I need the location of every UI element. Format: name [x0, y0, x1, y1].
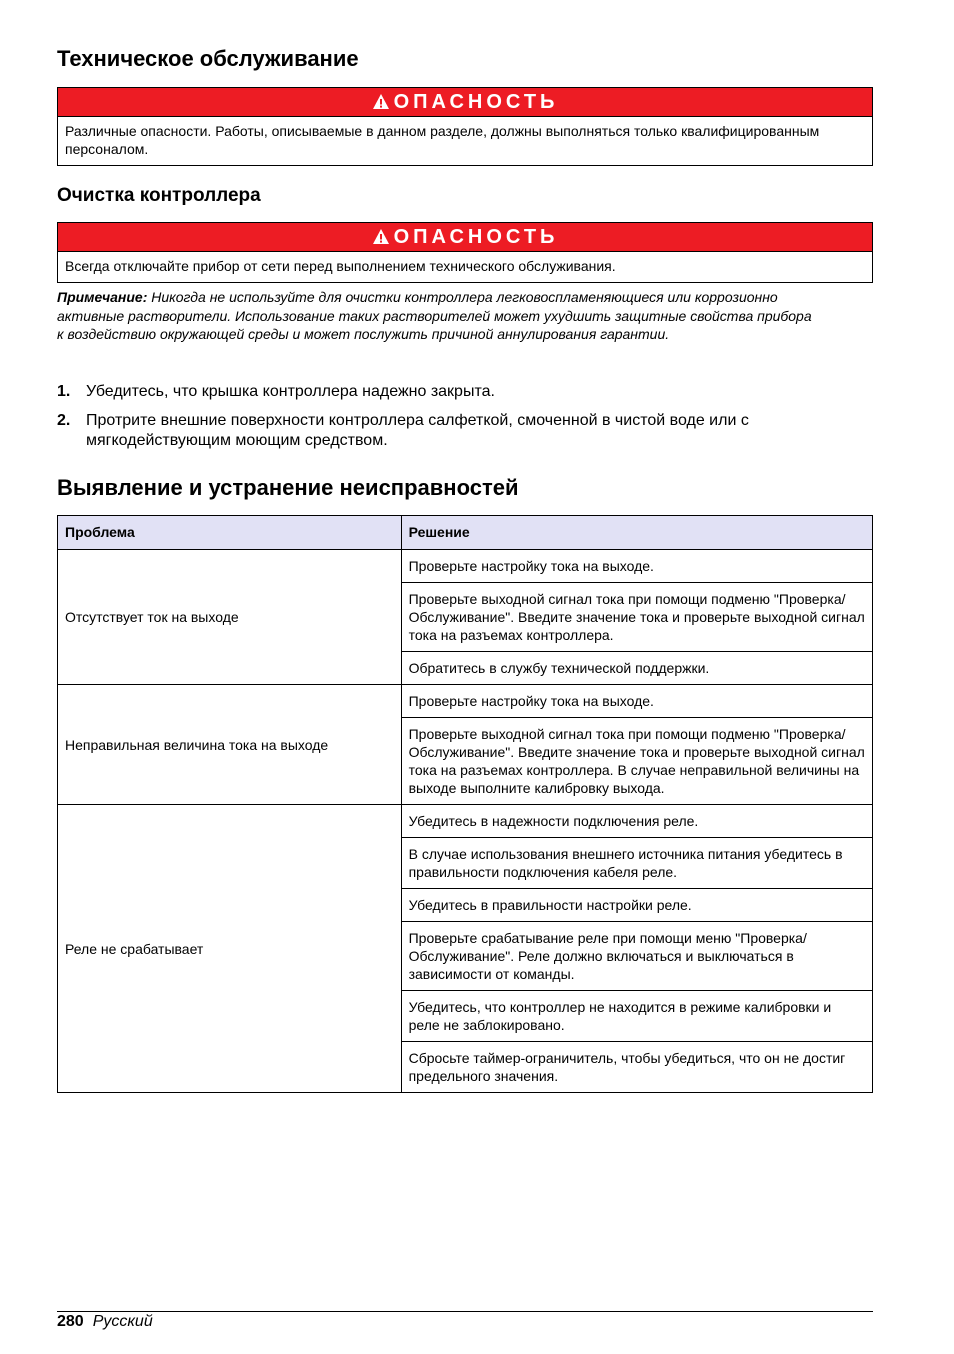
- cleaning-steps: [57, 382, 873, 460]
- step-number: 1.: [57, 383, 71, 400]
- danger-header: [58, 223, 872, 252]
- danger-text: Различные опасности. Работы, описываемые в данном разделе, должны выполняться только квалифицированным персоналом.: [65, 123, 820, 157]
- solution-cell: Убедитесь в надежности подключения реле.: [401, 805, 872, 838]
- note-paragraph: [57, 288, 817, 344]
- troubleshooting-table: [57, 515, 873, 1093]
- danger-label: ОПАСНОСТЬ: [393, 91, 559, 113]
- note-label: Примечание:: [57, 289, 148, 305]
- warning-triangle-icon: [372, 93, 390, 110]
- page-footer: [57, 1313, 153, 1331]
- header-solution: Решение: [401, 516, 872, 550]
- warning-triangle-icon: [372, 228, 390, 245]
- solution-cell: Сбросьте таймер-ограничитель, чтобы убедиться, что он не достиг предельного значения.: [401, 1042, 872, 1093]
- solution-cell: Проверьте выходной сигнал тока при помощи подменю "Проверка/Обслуживание". Введите значение тока и проверьте выходной сигнал тока на разъемах контроллера. В случае неправильной величины на выходе выполните калибровку выхода.: [401, 718, 872, 805]
- header-problem: Проблема: [58, 516, 402, 550]
- page-number: 280: [57, 1313, 84, 1330]
- table-row: [58, 805, 873, 838]
- solution-cell: Проверьте настройку тока на выходе.: [401, 685, 872, 718]
- solution-cell: Проверьте срабатывание реле при помощи меню "Проверка/Обслуживание". Реле должно включаться и выключаться в зависимости от команды.: [401, 922, 872, 991]
- solution-cell: В случае использования внешнего источника питания убедитесь в правильности подключения кабеля реле.: [401, 838, 872, 889]
- table-header-row: [58, 516, 873, 550]
- step-item: [57, 382, 873, 402]
- troubleshooting-heading: Выявление и устранение неисправностей: [57, 475, 519, 500]
- step-text: Протрите внешние поверхности контроллера салфеткой, смоченной в чистой воде или с мягкодействующим моющим средством.: [86, 412, 749, 449]
- solution-cell: Убедитесь, что контроллер не находится в режиме калибровки и реле не заблокировано.: [401, 991, 872, 1042]
- solution-cell: Проверьте настройку тока на выходе.: [401, 550, 872, 583]
- maintenance-heading: Техническое обслуживание: [57, 46, 359, 71]
- danger-box-general: [57, 87, 873, 166]
- danger-header: [58, 88, 872, 117]
- solution-cell: Обратитесь в службу технической поддержки.: [401, 652, 872, 685]
- step-number: 2.: [57, 412, 71, 429]
- footer-language: Русский: [92, 1313, 153, 1330]
- cleaning-heading: Очистка контроллера: [57, 185, 261, 206]
- solution-cell: Убедитесь в правильности настройки реле.: [401, 889, 872, 922]
- danger-label: ОПАСНОСТЬ: [393, 226, 559, 248]
- problem-cell: Отсутствует ток на выходе: [58, 550, 402, 685]
- danger-box-cleaning: [57, 222, 873, 283]
- solution-cell: Проверьте выходной сигнал тока при помощи подменю "Проверка/Обслуживание". Введите значение тока и проверьте выходной сигнал тока на разъемах контроллера.: [401, 583, 872, 652]
- danger-text: Всегда отключайте прибор от сети перед выполнением технического обслуживания.: [65, 258, 616, 274]
- note-text: Никогда не используйте для очистки контроллера легковоспламеняющиеся или коррозионно активные растворители. Использование таких растворителей может ухудшить защитные свойства прибора к воздействию окружающей среды и может послужить причиной аннулирования гарантии.: [57, 289, 812, 342]
- footer-divider: [57, 1311, 873, 1312]
- table-row: [58, 685, 873, 718]
- step-item: [57, 411, 873, 451]
- step-text: Убедитесь, что крышка контроллера надежно закрыта.: [86, 383, 495, 400]
- problem-cell: Реле не срабатывает: [58, 805, 402, 1093]
- table-row: [58, 550, 873, 583]
- problem-cell: Неправильная величина тока на выходе: [58, 685, 402, 805]
